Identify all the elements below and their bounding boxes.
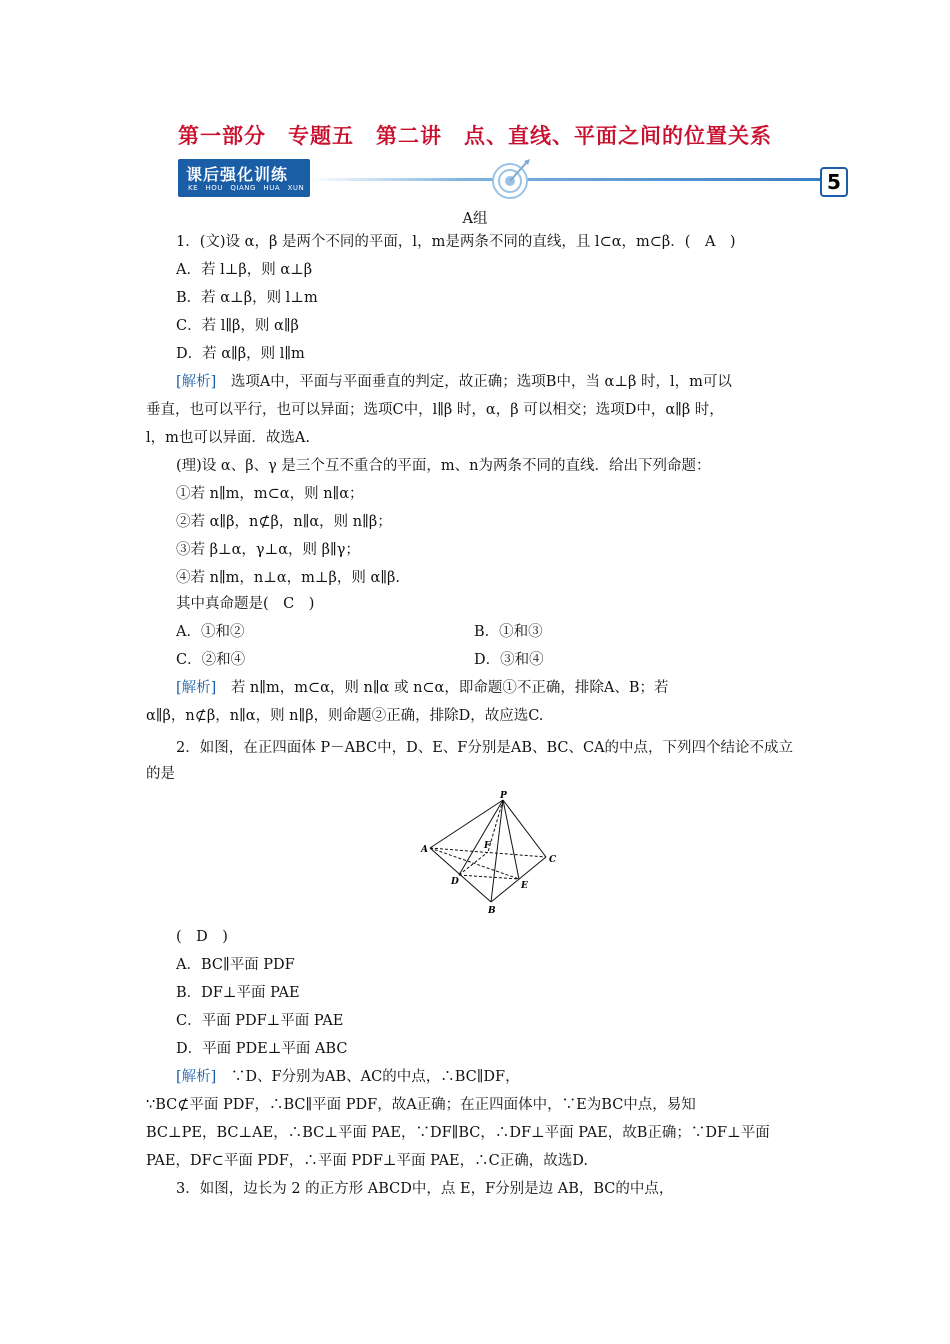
analysis-tag: [解析] xyxy=(176,680,217,696)
q2-option-d: D．平面 PDE⊥平面 ABC xyxy=(176,1041,348,1057)
q1-analysis-line-1: [解析] 选项A中，平面与平面垂直的判定，故正确；选项B中，当 α⊥β 时，l，m可以 xyxy=(176,374,732,390)
q1b-option-d: D．③和④ xyxy=(474,652,544,668)
q2-analysis-line-2: ∵BC⊄平面 PDF，∴BC∥平面 PDF，故A正确；在正四面体中，∵E为BC中点，易知 xyxy=(146,1097,696,1113)
q3-stem: 3．如图，边长为 2 的正方形 ABCD中，点 E，F分别是边 AB，BC的中点， xyxy=(176,1181,674,1197)
q1-stem: 1．(文)设 α，β 是两个不同的平面，l，m是两条不同的直线，且 l⊂α，m⊂β．( A ) xyxy=(176,234,736,250)
q1-analysis-line-3: l，m也可以异面．故选A. xyxy=(146,430,310,446)
q2-analysis-line-3: BC⊥PE，BC⊥AE，∴BC⊥平面 PAE，∵DF∥BC，∴DF⊥平面 PAE，故B正确；∵DF⊥平面 xyxy=(146,1125,770,1141)
q1b-option-b: B．①和③ xyxy=(474,624,543,640)
q1b-prop-3: ③若 β⊥α，γ⊥α，则 β∥γ； xyxy=(176,542,360,558)
lesson-number-badge: 5 xyxy=(820,167,848,197)
q2-stem-line-1: 2．如图，在正四面体 P－ABC中，D、E、F分别是AB、BC、CA的中点，下列四个结论不成立 xyxy=(176,740,794,756)
q2-answer: ( D ) xyxy=(176,929,228,945)
q2-stem-line-2: 的是 xyxy=(146,766,175,782)
q2-option-a: A．BC∥平面 PDF xyxy=(176,957,295,973)
target-icon xyxy=(488,157,532,201)
vertex-label-f: F xyxy=(484,841,491,851)
banner-label-box xyxy=(178,159,330,197)
vertex-label-p: P xyxy=(500,791,507,801)
q2-option-c: C．平面 PDF⊥平面 PAE xyxy=(176,1013,344,1029)
q1-analysis-line-2: 垂直，也可以平行，也可以异面；选项C中，l∥β 时，α，β 可以相交；选项D中，α∥β 时， xyxy=(146,402,724,418)
q1b-option-a: A．①和② xyxy=(176,624,245,640)
q2-option-b: B．DF⊥平面 PAE xyxy=(176,985,300,1001)
q1b-analysis-line-2: α∥β，n⊄β，n∥α，则 n∥β，则命题②正确，排除D，故应选C. xyxy=(146,708,544,724)
analysis-tag: [解析] xyxy=(176,1069,217,1085)
q1-option-a: A．若 l⊥β，则 α⊥β xyxy=(176,262,313,278)
vertex-label-b: B xyxy=(488,906,496,916)
q1-option-c: C．若 l∥β，则 α∥β xyxy=(176,318,299,334)
vertex-label-e: E xyxy=(521,881,528,891)
q1b-prop-4: ④若 n∥m，n⊥α，m⊥β，则 α∥β. xyxy=(176,570,401,586)
q1b-prop-1: ①若 n∥m，m⊂α，则 n∥α； xyxy=(176,486,364,502)
banner-main-text: 课后强化训练 xyxy=(186,165,289,184)
vertex-label-a: A xyxy=(421,845,428,855)
q2-analysis-line-4: PAE，DF⊂平面 PDF，∴平面 PDF⊥平面 PAE，∴C正确，故选D. xyxy=(146,1153,588,1169)
q1b-ask: 其中真命题是( C ) xyxy=(176,596,315,612)
section-banner xyxy=(178,157,850,203)
page-title: 第一部分 专题五 第二讲 点、直线、平面之间的位置关系 xyxy=(178,124,772,148)
q1-option-d: D．若 α∥β，则 l∥m xyxy=(176,346,305,362)
banner-pinyin: KE HOU QIANG HUA XUN LIAN xyxy=(188,184,330,192)
q2-analysis-line-1: [解析] ∵D、F分别为AB、AC的中点，∴BC∥DF， xyxy=(176,1069,520,1085)
analysis-tag: [解析] xyxy=(176,374,217,390)
group-label: A组 xyxy=(462,211,488,227)
vertex-label-c: C xyxy=(549,855,557,865)
q1b-prop-2: ②若 α∥β，n⊄β，n∥α，则 n∥β； xyxy=(176,514,392,530)
q1b-option-c: C．②和④ xyxy=(176,652,246,668)
q1b-stem: (理)设 α、β、γ 是三个互不重合的平面，m、n为两条不同的直线．给出下列命题： xyxy=(176,458,711,474)
vertex-label-d: D xyxy=(451,877,459,887)
q1-option-b: B．若 α⊥β，则 l⊥m xyxy=(176,290,318,306)
banner-divider-line xyxy=(310,178,820,181)
tetrahedron-figure xyxy=(418,790,568,916)
q1b-analysis-line-1: [解析] 若 n∥m，m⊂α，则 n∥α 或 n⊂α，即命题①不正确，排除A、B；若 xyxy=(176,680,669,696)
